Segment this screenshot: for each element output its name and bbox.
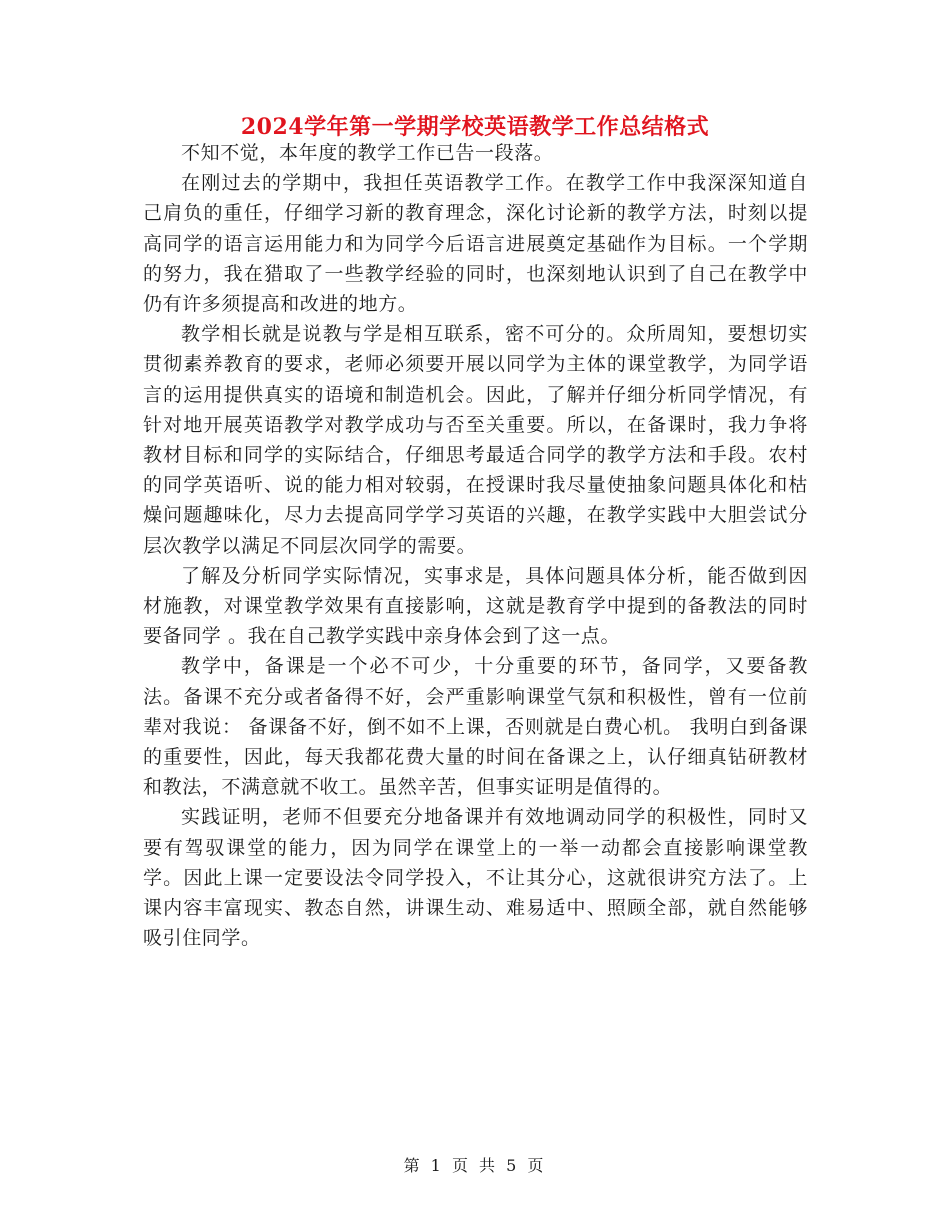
paragraph-semester: 在刚过去的学期中，我担任英语教学工作。在教学工作中我深深知道自己肩负的重任，仔细学习新的教育理念，深化讨论新的教学方法，时刻以提高同学的语言运用能力和为同学今后语言进展奠定基础作为目标。一个学期的努力，我在猎取了一些教学经验的同时，也深刻地认识到了自己在教学中仍有许多须提高和改进的地方。 [143,172,808,316]
document-title: 2024学年第一学期学校英语教学工作总结格式 [240,114,710,140]
page-number-footer: 第 1 页 共 5 页 [403,1156,547,1175]
document-body [143,138,808,953]
paragraph-teaching-learning: 教学相长就是说教与学是相互联系，密不可分的。众所周知，要想切实贯彻素养教育的要求，老师必须要开展以同学为主体的课堂教学，为同学语言的运用提供真实的语境和制造机会。因此，了解并仔细分析同学情况，有针对地开展英语教学对教学成功与否至关重要。所以，在备课时，我力争将教材目标和同学的实际结合，仔细思考最适合同学的教学方法和手段。农村的同学英语听、说的能力相对较弱，在授课时我尽量使抽象问题具体化和枯燥问题趣味化，尽力去提高同学学习英语的兴趣，在教学实践中大胆尝试分层次教学以满足不同层次同学的需要。 [143,323,808,557]
paragraph-student-analysis: 了解及分析同学实际情况，实事求是，具体问题具体分析，能否做到因材施教，对课堂教学效果有直接影响，这就是教育学中提到的备教法的同时要备同学 。我在自己教学实践中亲身体会到了这一点。 [143,564,808,648]
paragraph-classroom-control: 实践证明，老师不但要充分地备课并有效地调动同学的积极性，同时又要有驾驭课堂的能力，因为同学在课堂上的一举一动都会直接影响课堂教学。因此上课一定要设法令同学投入，不让其分心，这就很讲究方法了。上课内容丰富现实、教态自然，讲课生动、难易适中、照顾全部，就自然能够吸引住同学。 [143,806,808,950]
paragraph-lesson-prep: 教学中，备课是一个必不可少，十分重要的环节，备同学，又要备教法。备课不充分或者备得不好，会严重影响课堂气氛和积极性，曾有一位前辈对我说： 备课备不好，倒不如不上课，否则就是白费心机。 我明白到备课的重要性，因此，每天我都花费大量的时间在备课之上，认仔细真钻研教材和教法，不满意就不收工。虽然辛苦，但事实证明是值得的。 [143,655,808,799]
paragraph-intro: 不知不觉，本年度的教学工作已告一段落。 [181,142,554,164]
